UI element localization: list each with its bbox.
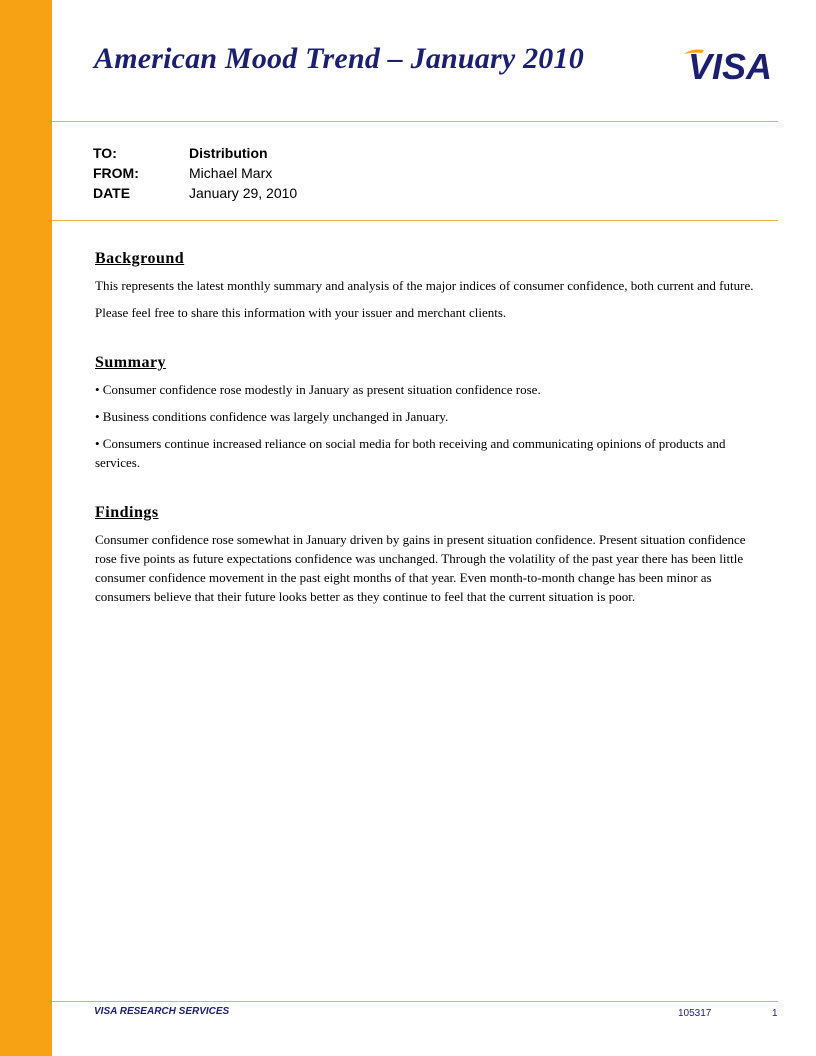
background-section <box>95 250 755 322</box>
body-content <box>95 250 755 606</box>
memo-to-value: Distribution <box>189 145 268 161</box>
visa-logo-text: VISA <box>687 46 773 84</box>
footer-divider <box>52 1001 778 1002</box>
memo-to-label: TO: <box>93 145 117 161</box>
memo-date-value: January 29, 2010 <box>189 185 298 201</box>
memo-block <box>93 143 297 203</box>
background-paragraph-1: This represents the latest monthly summary and analysis of the major indices of consumer confidence, both current and future. <box>95 278 754 293</box>
left-accent-bar <box>0 0 52 1056</box>
background-heading: Background <box>95 250 185 267</box>
memo-divider <box>52 220 778 221</box>
findings-heading: Findings <box>95 504 159 521</box>
summary-bullet-3: • Consumers continue increased reliance on social media for both receiving and communicating opinions of products and services. <box>95 436 726 470</box>
footer-page-number: 1 <box>772 1008 778 1019</box>
summary-heading: Summary <box>95 354 167 371</box>
findings-section <box>95 504 755 606</box>
visa-logo <box>682 44 778 84</box>
header-divider <box>52 121 778 122</box>
footer-doc-number: 105317 <box>678 1008 712 1019</box>
memo-from-row <box>93 163 297 183</box>
background-paragraph-2: Please feel free to share this information with your issuer and merchant clients. <box>95 305 507 320</box>
findings-paragraph: Consumer confidence rose somewhat in January driven by gains in present situation confidence. Present situation confidence rose five points as future expectations confidence was unchanged. Through the volatility of the past year there has been little consumer confidence movement in the past eight months of that year. Even month-to-month change has been minor as consumers believe that their future looks better as they continue to feel that the current situation is poor. <box>95 532 746 604</box>
footer-department: VISA RESEARCH SERVICES <box>94 1006 230 1017</box>
memo-date-row <box>93 183 297 203</box>
summary-bullet-2: • Business conditions confidence was largely unchanged in January. <box>95 409 449 424</box>
memo-date-label: DATE <box>93 185 131 201</box>
summary-section <box>95 354 755 472</box>
memo-from-value: Michael Marx <box>189 165 273 181</box>
summary-bullet-1: • Consumer confidence rose modestly in January as present situation confidence rose. <box>95 382 541 397</box>
page-title: American Mood Trend – January 2010 <box>94 42 584 75</box>
memo-from-label: FROM: <box>93 165 139 181</box>
memo-to-row <box>93 143 297 163</box>
